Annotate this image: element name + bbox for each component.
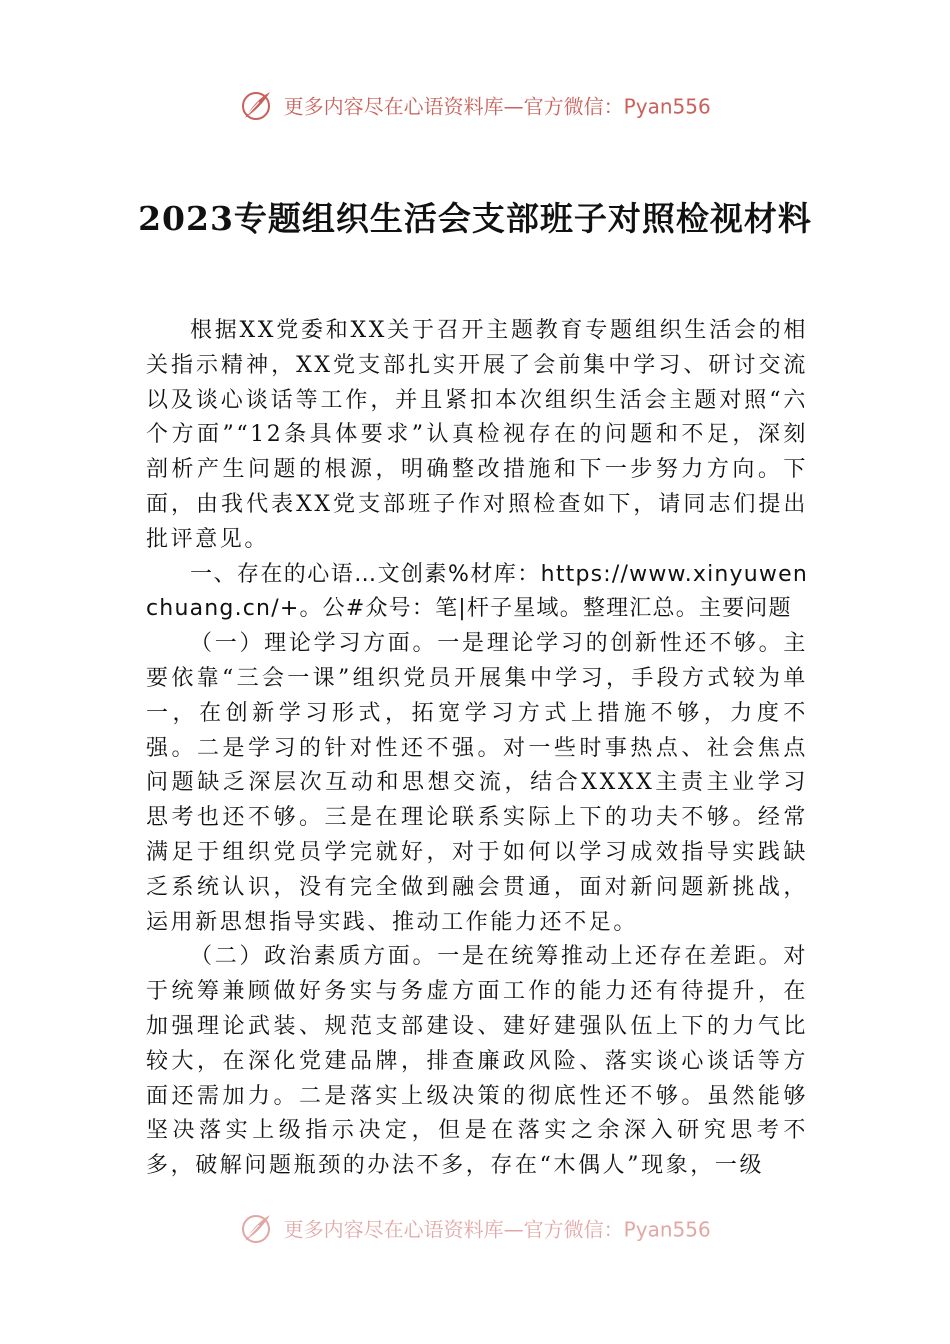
watermark-text: 更多内容尽在心语资料库—官方微信：Pyan556 <box>283 94 711 119</box>
header-watermark <box>0 88 950 122</box>
paragraph-political-quality: （二）政治素质方面。一是在统筹推动上还存在差距。对于统筹兼顾做好务实与务虚方面工作的能力还有待提升，在加强理论武装、规范支部建设、建好建强队伍上下的力气比较大，在深化党建品牌，排查廉政风险、落实谈心谈话等方面还需加力。二是落实上级决策的彻底性还不够。虽然能够坚决落实上级指示决定，但是在落实之余深入研究思考不多，破解问题瓶颈的办法不多，存在“木偶人”现象，一级 <box>146 944 808 1179</box>
document-body <box>146 314 808 1184</box>
quill-logo-icon <box>239 88 273 122</box>
section-heading: 一、存在的心语…文创素%材库：https://www.xinyuwenchuang.cn/+。公#众号：笔|杆子星域。整理汇总。主要问题 <box>146 561 808 622</box>
intro-paragraph: 根据XX党委和XX关于召开主题教育专题组织生活会的相关指示精神，XX党支部扎实开展了会前集中学习、研讨交流以及谈心谈话等工作，并且紧扣本次组织生活会主题对照“六个方面”“12条具体要求”认真检视存在的问题和不足，深刻剖析产生问题的根源，明确整改措施和下一步努力方向。下面，由我代表XX党支部班子作对照检查如下，请同志们提出批评意见。 <box>146 318 808 552</box>
quill-logo-icon <box>239 1211 273 1245</box>
watermark-text: 更多内容尽在心语资料库—官方微信：Pyan556 <box>283 1217 711 1242</box>
paragraph-theory-study: （一）理论学习方面。一是理论学习的创新性还不够。主要依靠“三会一课”组织党员开展集中学习，手段方式较为单一，在创新学习形式，拓宽学习方式上措施不够，力度不强。二是学习的针对性还不强。对一些时事热点、社会焦点问题缺乏深层次互动和思想交流，结合XXXX主责主业学习思考也还不够。三是在理论联系实际上下的功夫不够。经常满足于组织党员学完就好，对于如何以学习成效指导实践缺乏系统认识，没有完全做到融会贯通，面对新问题新挑战，运用新思想指导实践、推动工作能力还不足。 <box>146 631 808 935</box>
footer-watermark <box>0 1211 950 1245</box>
document-title: 2023专题组织生活会支部班子对照检视材料 <box>138 199 812 238</box>
